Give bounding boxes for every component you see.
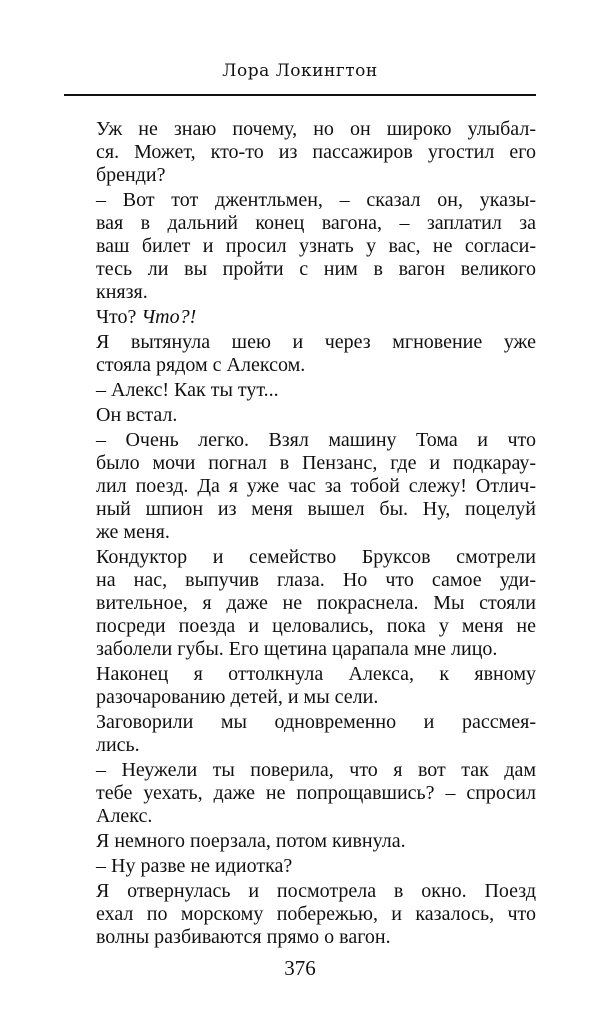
text-line: бренди? — [96, 164, 166, 186]
text-line: тесь ли вы пройти с ним в вагон великого — [96, 258, 536, 280]
text-line: было мочи погнал в Пензанс, где и подкарау- — [96, 452, 536, 474]
paragraph-4 — [96, 331, 536, 377]
text-line: Я вытянула шею и через мгновение уже — [96, 331, 536, 353]
text-line: лил поезд. Да я уже час за тобой слежу! Отлич- — [96, 475, 536, 497]
text-line: вая в дальний конец вагона, – заплатил за — [96, 212, 536, 234]
text-line: Я немного поерзала, потом кивнула. — [96, 830, 406, 852]
text-line: князя. — [96, 281, 148, 303]
paragraph-3 — [96, 306, 536, 329]
paragraph-10 — [96, 711, 536, 757]
paragraph-13 — [96, 855, 536, 878]
text-line — [96, 306, 536, 329]
text-plain: Что? — [96, 306, 142, 328]
text-line: ный шпион из меня вышел бы. Ну, поцелуй — [96, 498, 536, 520]
text-line: ваш билет и просил узнать у вас, не согласи- — [96, 235, 536, 257]
body-text — [96, 118, 536, 951]
text-line: заболели губы. Его щетина царапала мне лицо. — [96, 638, 498, 660]
text-line: Наконец я оттолкнула Алекса, к явному — [96, 663, 536, 685]
text-line: стояла рядом с Алексом. — [96, 354, 306, 376]
paragraph-8 — [96, 546, 536, 661]
text-line: – Ну разве не идиотка? — [96, 855, 293, 877]
text-line: – Неужели ты поверила, что я вот так дам — [96, 759, 536, 781]
text-line: волны разбиваются прямо о вагон. — [96, 926, 391, 948]
paragraph-2 — [96, 189, 536, 304]
paragraph-6 — [96, 404, 536, 427]
text-line: Алекс. — [96, 805, 153, 827]
text-line: посреди поезда и целовались, пока у меня не — [96, 615, 536, 637]
paragraph-1 — [96, 118, 536, 187]
text-line: Кондуктор и семейство Бруксов смотрели — [96, 546, 536, 568]
text-line: Я отвернулась и посмотрела в окно. Поезд — [96, 880, 536, 902]
header-rule — [64, 94, 536, 96]
page-number: 376 — [284, 956, 316, 980]
paragraph-12 — [96, 830, 536, 853]
paragraph-5 — [96, 379, 536, 402]
text-line: на нас, выпучив глаза. Но что самое уди- — [96, 569, 536, 591]
text-line: – Вот тот джентльмен, – сказал он, указы- — [96, 189, 536, 211]
text-line: же меня. — [96, 521, 170, 543]
running-head-author: Лора Локингтон — [222, 61, 378, 81]
paragraph-9 — [96, 663, 536, 709]
paragraph-11 — [96, 759, 536, 828]
text-line: тебе уехать, даже не попрощавшись? – спросил — [96, 782, 536, 804]
text-line: лись. — [96, 734, 140, 756]
paragraph-14 — [96, 880, 536, 949]
text-line: Заговорили мы одновременно и рассмея- — [96, 711, 536, 733]
text-line: ехал по морскому побережью, и казалось, что — [96, 903, 536, 925]
text-line: Он встал. — [96, 404, 178, 426]
text-line: Уж не знаю почему, но он широко улыбал- — [96, 118, 536, 140]
text-italic: Что?! — [141, 306, 197, 328]
text-line: ся. Может, кто-то из пассажиров угостил его — [96, 141, 536, 163]
text-line: вительное, я даже не покраснела. Мы стояли — [96, 592, 536, 614]
paragraph-7 — [96, 429, 536, 544]
text-line: – Алекс! Как ты тут... — [96, 379, 279, 401]
text-line: разочарованию детей, и мы сели. — [96, 686, 379, 708]
text-line: – Очень легко. Взял машину Тома и что — [96, 429, 536, 451]
